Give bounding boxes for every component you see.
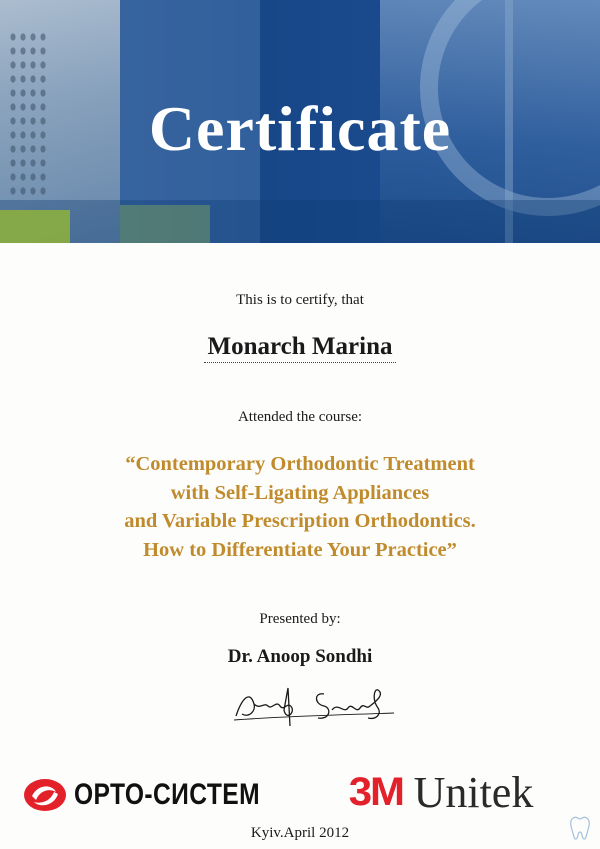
unitek-logo-text: Unitek xyxy=(413,767,534,817)
presenter-signature xyxy=(228,680,398,728)
3m-unitek-logo xyxy=(350,767,533,817)
header-banner xyxy=(0,0,600,243)
tooth-icon xyxy=(568,815,592,841)
course-title-line: with Self-Ligating Appliances xyxy=(170,481,430,504)
course-title-line: How to Differentiate Your Practice” xyxy=(143,538,457,561)
location-date: Kyiv.April 2012 xyxy=(250,825,350,841)
orto-sistem-logo xyxy=(22,773,301,817)
course-title xyxy=(0,450,600,564)
course-title-line: “Contemporary Orthodontic Treatment xyxy=(125,453,475,475)
orto-sistem-logo-text: ОРТО-СИСТЕМ xyxy=(74,778,260,811)
certify-intro: This is to certify, that xyxy=(236,292,364,308)
certificate-title: Certificate xyxy=(148,93,452,164)
orto-sistem-logo-icon xyxy=(22,776,68,814)
recipient-name: Monarch Marina xyxy=(204,333,397,363)
presented-label: Presented by: xyxy=(259,611,341,627)
attended-label: Attended the course: xyxy=(237,409,363,425)
recipient-name-container xyxy=(0,333,600,363)
presenter-name: Dr. Anoop Sondhi xyxy=(227,646,373,667)
3m-logo-mark: 3M xyxy=(348,769,403,814)
course-title-line: and Variable Prescription Orthodontics. xyxy=(124,510,476,532)
